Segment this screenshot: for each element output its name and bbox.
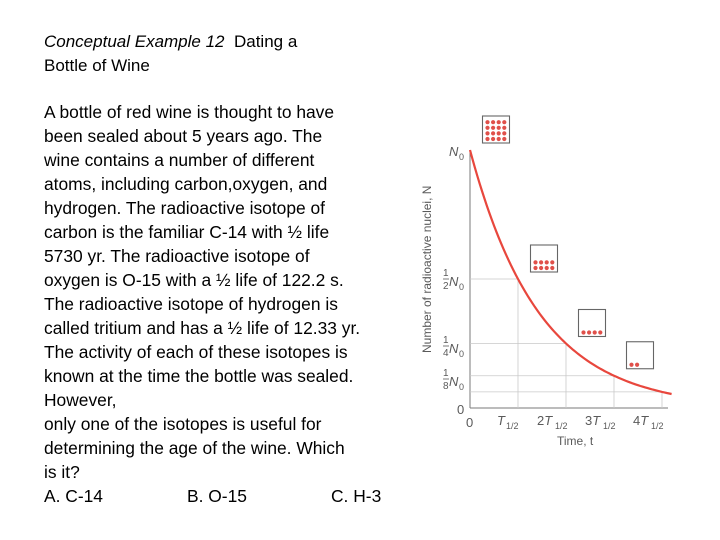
nucleus-dot	[497, 131, 501, 135]
x-tick-3	[585, 413, 616, 431]
nucleus-dot	[587, 330, 591, 334]
svg-text:2: 2	[443, 281, 449, 292]
nuclei-boxes	[483, 116, 654, 369]
svg-text:N: N	[449, 144, 459, 159]
y-tick-n0	[449, 144, 464, 162]
nucleus-dot	[497, 126, 501, 130]
svg-text:3T: 3T	[585, 413, 601, 428]
nucleus-dot	[497, 120, 501, 124]
nucleus-dot	[635, 363, 639, 367]
nucleus-dot	[539, 260, 543, 264]
y-axis-label: Number of radioactive nuclei, N	[420, 185, 434, 353]
nucleus-dot	[533, 266, 537, 270]
problem-paragraph	[44, 100, 424, 484]
nucleus-dot	[598, 330, 602, 334]
x-tick-0: 0	[466, 415, 474, 430]
svg-text:0: 0	[459, 349, 465, 359]
nucleus-dot	[581, 330, 585, 334]
nucleus-dot	[550, 266, 554, 270]
svg-text:0: 0	[459, 282, 465, 292]
nucleus-dot	[533, 260, 537, 264]
svg-text:1/2: 1/2	[555, 421, 568, 431]
paragraph-line: A bottle of red wine is thought to have	[44, 102, 335, 122]
nucleus-dot	[491, 126, 495, 130]
y-tick-0: 0	[457, 402, 465, 417]
paragraph-line: The radioactive isotope of hydrogen is	[44, 294, 338, 314]
paragraph-line: However,	[44, 390, 117, 410]
x-tick-2	[537, 413, 568, 431]
svg-text:1/2: 1/2	[603, 421, 616, 431]
nucleus-dot	[502, 126, 506, 130]
paragraph-line: wine contains a number of different	[44, 150, 315, 170]
svg-text:T: T	[497, 413, 505, 428]
nucleus-dot	[491, 120, 495, 124]
nucleus-dot	[545, 266, 549, 270]
nucleus-dot	[491, 131, 495, 135]
paragraph-line: The activity of each of these isotopes is	[44, 342, 348, 362]
nucleus-dot	[629, 363, 633, 367]
paragraph-line: 5730 yr. The radioactive isotope of	[44, 246, 310, 266]
nucleus-dot	[545, 260, 549, 264]
nucleus-dot	[539, 266, 543, 270]
x-axis-label: Time, t	[557, 434, 594, 448]
svg-text:0: 0	[459, 382, 465, 392]
y-tick-half	[443, 268, 464, 292]
nucleus-dot	[485, 120, 489, 124]
nucleus-dot	[502, 137, 506, 141]
svg-text:4T: 4T	[633, 413, 649, 428]
choice-a: A. C-14	[44, 486, 103, 506]
answer-choices	[44, 484, 424, 508]
paragraph-line: determining the age of the wine. Which	[44, 438, 345, 458]
svg-text:1/2: 1/2	[651, 421, 664, 431]
svg-text:0: 0	[459, 152, 465, 162]
svg-text:1: 1	[443, 368, 449, 379]
nucleus-dot	[485, 131, 489, 135]
svg-text:2T: 2T	[537, 413, 553, 428]
nucleus-dot	[502, 131, 506, 135]
svg-text:1: 1	[443, 335, 449, 346]
paragraph-line: carbon is the familiar C-14 with ½ life	[44, 222, 330, 242]
nucleus-dot	[502, 120, 506, 124]
nucleus-dot	[485, 126, 489, 130]
y-tick-quarter	[443, 335, 464, 359]
paragraph-line: called tritium and has a ½ life of 12.33 yr.	[44, 318, 361, 338]
svg-text:N: N	[449, 341, 459, 356]
paragraph-line: atoms, including carbon,oxygen, and	[44, 174, 328, 194]
svg-text:8: 8	[443, 381, 449, 392]
paragraph-line: oxygen is O-15 with a ½ life of 122.2 s.	[44, 270, 344, 290]
x-tick-1	[497, 413, 519, 431]
y-tick-eighth	[443, 368, 464, 392]
svg-text:N: N	[449, 374, 459, 389]
paragraph-line: been sealed about 5 years ago. The	[44, 126, 323, 146]
paragraph-line: is it?	[44, 462, 80, 482]
example-name: Dating a	[233, 32, 298, 51]
nucleus-dot	[491, 137, 495, 141]
nucleus-dot	[497, 137, 501, 141]
svg-text:1/2: 1/2	[506, 421, 519, 431]
example-number: Conceptual Example 12	[44, 32, 225, 51]
example-name-line2: Bottle of Wine	[44, 56, 150, 75]
paragraph-line: hydrogen. The radioactive isotope of	[44, 198, 326, 218]
svg-text:1: 1	[443, 268, 449, 279]
decay-curve-figure	[415, 105, 715, 455]
svg-text:4: 4	[443, 348, 449, 359]
nucleus-dot	[485, 137, 489, 141]
nucleus-dot	[550, 260, 554, 264]
nucleus-dot	[593, 330, 597, 334]
example-title	[44, 30, 404, 78]
svg-text:N: N	[449, 274, 459, 289]
choice-c: C. H-3	[331, 486, 382, 506]
x-tick-4	[633, 413, 664, 431]
choice-b: B. O-15	[187, 486, 247, 506]
paragraph-line: known at the time the bottle was sealed.	[44, 366, 354, 386]
paragraph-line: only one of the isotopes is useful for	[44, 414, 322, 434]
